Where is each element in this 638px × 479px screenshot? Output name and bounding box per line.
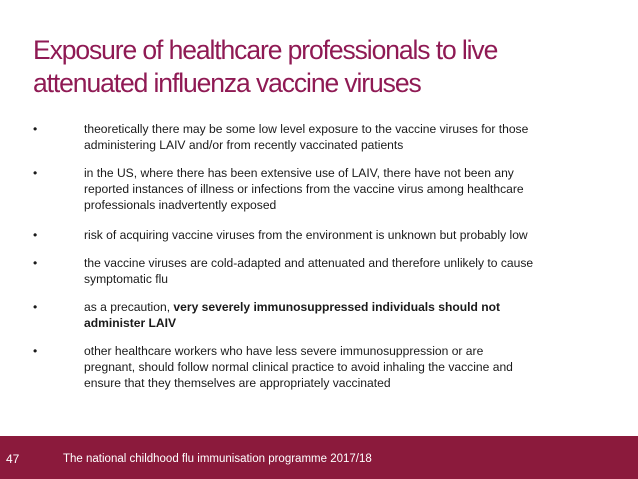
bullet-line: reported instances of illness or infections from the vaccine virus among healthcare	[84, 181, 524, 196]
bullet-line	[84, 300, 500, 316]
bullet-marker: •	[33, 122, 38, 136]
bullet-line	[84, 316, 500, 332]
slide-title-line-1: Exposure of healthcare professionals to live	[33, 35, 498, 65]
slide-title	[33, 34, 613, 100]
bullet-text	[84, 122, 528, 154]
bullet-line: administering LAIV and/or from recently vaccinated patients	[84, 137, 404, 152]
bullet-text	[84, 300, 500, 332]
slide-title-line-2: attenuated influenza vaccine viruses	[33, 68, 421, 98]
bullet-line: pregnant, should follow normal clinical practice to avoid inhaling the vaccine and	[84, 359, 513, 374]
bullet-marker: •	[33, 344, 38, 358]
bullet-text	[84, 228, 528, 244]
page-number: 47	[6, 452, 20, 466]
bullet-line: in the US, where there has been extensive use of LAIV, there have not been any	[84, 166, 514, 180]
footer-title: The national childhood flu immunisation programme 2017/18	[63, 453, 372, 465]
bullet-line: theoretically there may be some low level exposure to the vaccine viruses for those	[84, 122, 529, 136]
bullet-text	[84, 256, 533, 288]
bullet-text	[84, 344, 513, 391]
bullet-marker: •	[33, 166, 38, 180]
bullet-marker: •	[33, 256, 38, 270]
bullet-line: professionals inadvertently exposed	[84, 197, 277, 212]
bullet-line: ensure that they themselves are appropriately vaccinated	[84, 375, 391, 390]
bullet-marker: •	[33, 228, 38, 242]
bullet-line: other healthcare workers who have less severe immunosuppression or are	[84, 344, 484, 358]
footer-bar	[0, 436, 638, 479]
bullet-text	[84, 166, 524, 213]
bullet-line: risk of acquiring vaccine viruses from the environment is unknown but probably low	[84, 228, 528, 242]
bullet-line: symptomatic flu	[84, 271, 169, 286]
bullet-bold-text: administer LAIV	[84, 315, 177, 330]
bullet-plain-text: as a precaution,	[84, 300, 174, 314]
bullet-line: the vaccine viruses are cold-adapted and attenuated and therefore unlikely to cause	[84, 256, 534, 270]
bullet-bold-text: very severely immunosuppressed individuals should not	[173, 300, 501, 314]
bullet-marker: •	[33, 300, 38, 314]
